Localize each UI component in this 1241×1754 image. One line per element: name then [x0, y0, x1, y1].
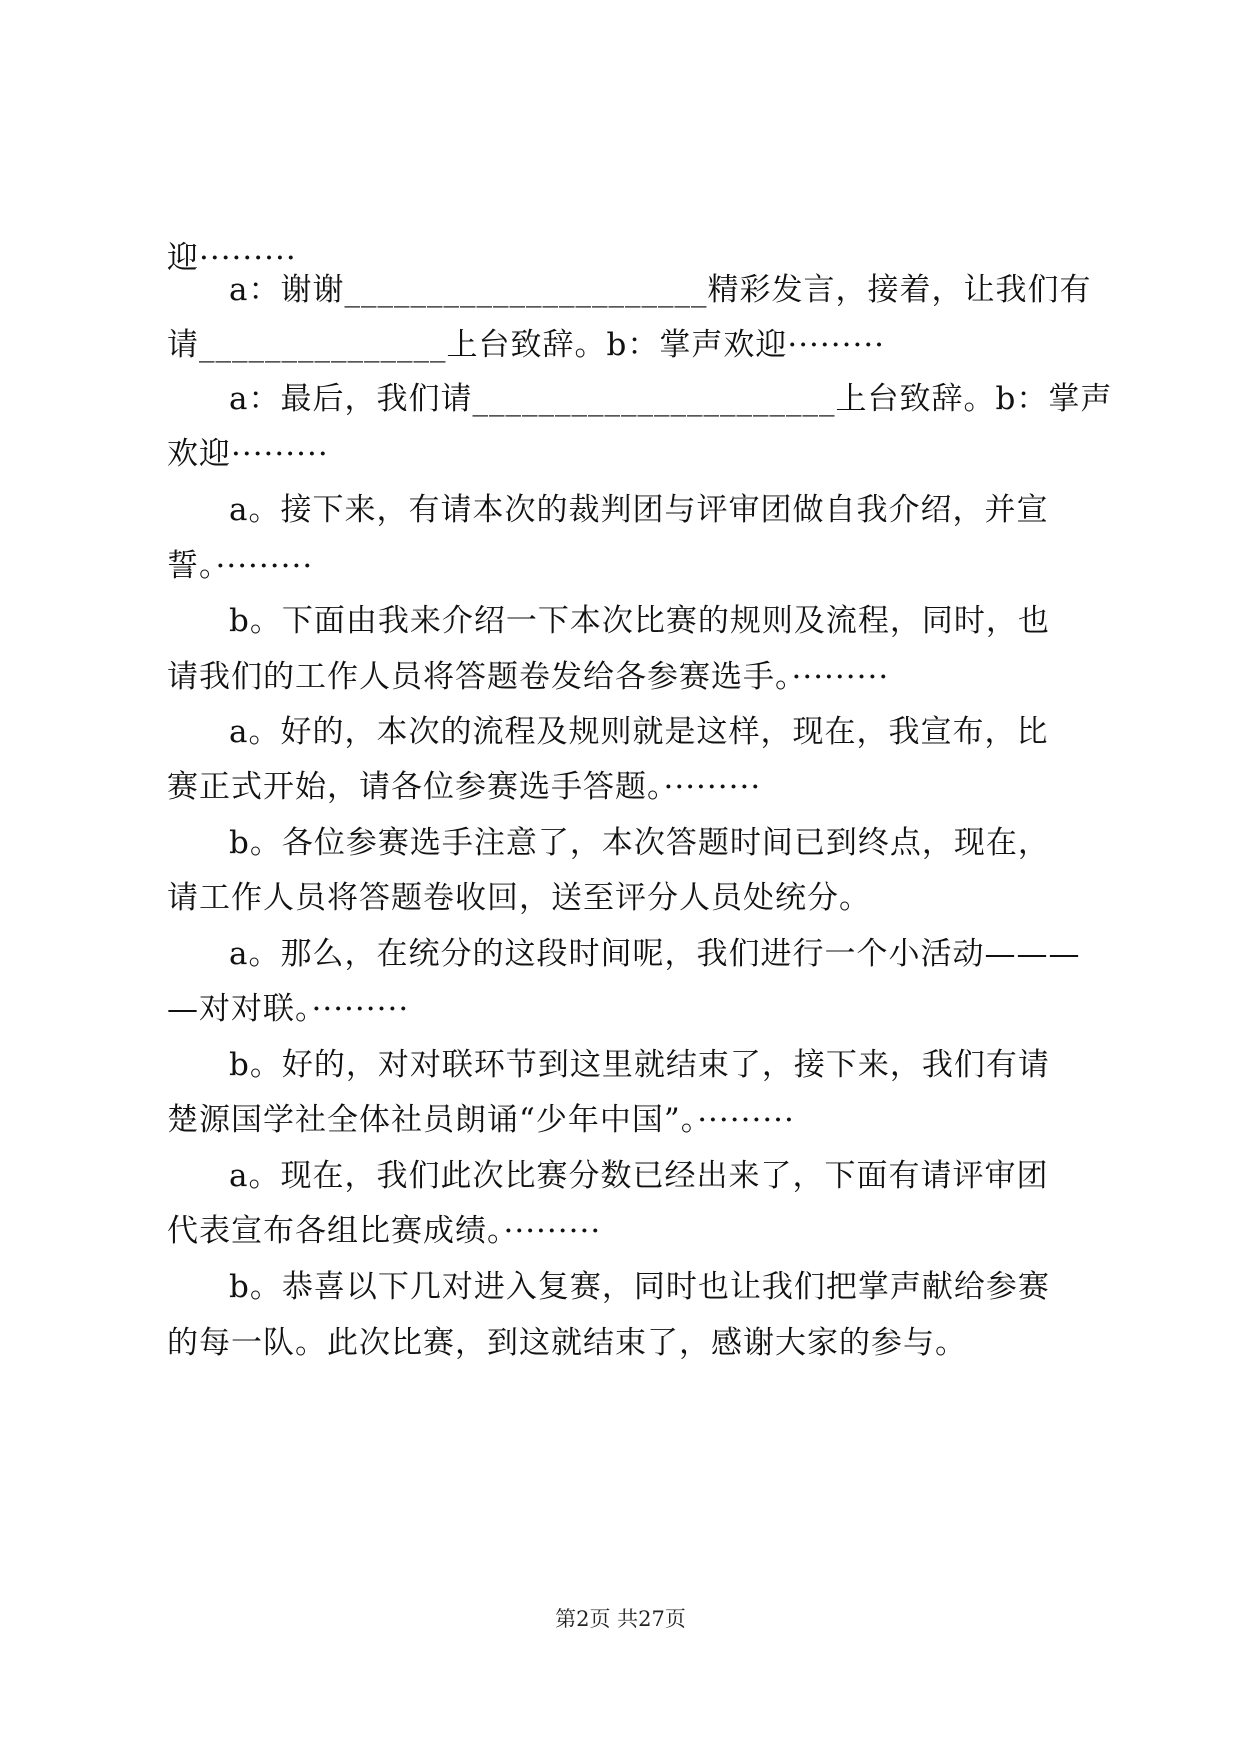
- text-line: a。接下来，有请本次的裁判团与评审团做自我介绍，并宣: [229, 492, 1049, 528]
- text-line: a。好的，本次的流程及规则就是这样，现在，我宣布，比: [229, 714, 1049, 750]
- text-line: b。各位参赛选手注意了，本次答题时间已到终点，现在，: [229, 825, 1050, 861]
- page-number-footer: 第2页 共27页: [555, 1607, 686, 1631]
- text-line: 迎·········: [167, 240, 297, 276]
- text-line: 代表宣布各组比赛成绩。·········: [167, 1213, 602, 1249]
- text-line: 的每一队。此次比赛，到这就结束了，感谢大家的参与。: [167, 1325, 967, 1361]
- text-line: 赛正式开始，请各位参赛选手答题。·········: [167, 769, 762, 805]
- text-line: a：最后，我们请______________________上台致辞。b：掌声: [229, 381, 1113, 417]
- text-line: 楚源国学社全体社员朗诵“少年中国”。·········: [167, 1102, 795, 1138]
- text-line: a。现在，我们此次比赛分数已经出来了，下面有请评审团: [229, 1158, 1049, 1194]
- text-line: b。恭喜以下几对进入复赛，同时也让我们把掌声献给参赛: [229, 1269, 1050, 1305]
- text-line: 请我们的工作人员将答题卷发给各参赛选手。·········: [167, 659, 890, 695]
- text-line: a。那么，在统分的这段时间呢，我们进行一个小活动———: [229, 936, 1081, 972]
- text-line: b。下面由我来介绍一下本次比赛的规则及流程，同时，也: [229, 603, 1050, 639]
- text-line: 誓。·········: [167, 548, 314, 584]
- text-line: —对对联。·········: [167, 991, 410, 1027]
- text-line: 请工作人员将答题卷收回，送至评分人员处统分。: [167, 880, 871, 916]
- text-line: 欢迎·········: [167, 436, 329, 472]
- text-line: b。好的，对对联环节到这里就结束了，接下来，我们有请: [229, 1047, 1050, 1083]
- text-line: a：谢谢______________________精彩发言，接着，让我们有: [229, 272, 1092, 308]
- text-line: 请_______________上台致辞。b：掌声欢迎·········: [167, 327, 886, 363]
